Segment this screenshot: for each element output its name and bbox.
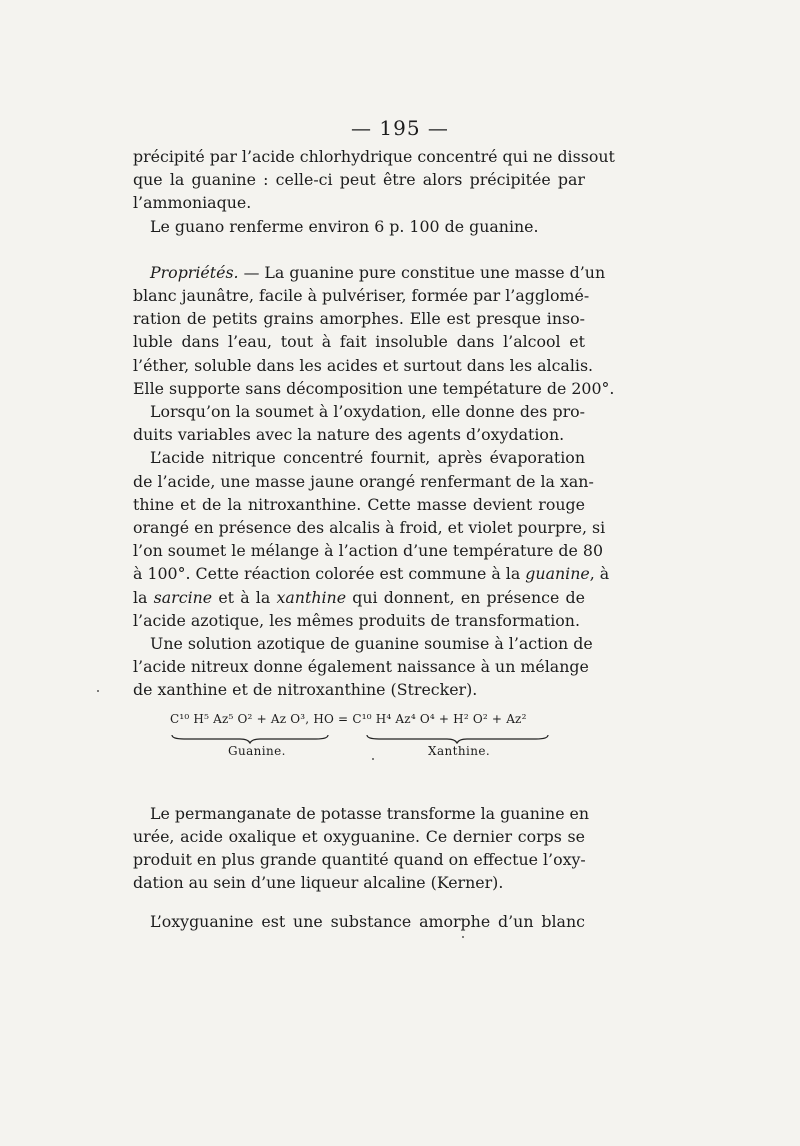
italic-term: sarcine <box>153 587 213 607</box>
label-xanthine: Xanthine. <box>428 744 491 758</box>
paragraph-continuation <box>133 145 615 215</box>
text-line: Le guano renferme environ 6 p. 100 de guanine. <box>150 216 539 236</box>
text-line: Une solution azotique de guanine soumise à l’action de <box>150 634 593 654</box>
text-fragment: à 100°. Cette réaction colorée est commune à la <box>133 564 526 584</box>
italic-term: guanine <box>525 564 590 584</box>
text-line <box>133 261 606 284</box>
text-line: L’acide nitrique concentré fournit, après évaporation <box>150 448 585 468</box>
text-line: Lorsqu’on la soumet à l’oxydation, elle donne des pro- <box>150 402 585 422</box>
text-line: L’oxyguanine est une substance amorphe d’un blanc <box>150 912 585 932</box>
paragraph-oxydation <box>133 400 585 446</box>
text-line: produit en plus grande quantité quand on effectue l’oxy- <box>133 850 586 870</box>
text-line: l’on soumet le mélange à l’action d’une température de 80 <box>133 541 604 561</box>
paragraph-strecker <box>133 632 593 702</box>
text-line: Elle supporte sans décomposition une tempétature de 200°. <box>133 378 615 398</box>
paragraph-oxyguanine <box>133 910 585 933</box>
underbrace-xanthine <box>365 734 550 744</box>
text-line: Le permanganate de potasse transforme la guanine en <box>150 803 590 823</box>
text-line <box>133 562 610 585</box>
text-line: de xanthine et de nitroxanthine (Strecker). <box>133 680 478 700</box>
text-line: l’acide azotique, les mêmes produits de transformation. <box>133 610 580 630</box>
body-text-upper <box>133 145 615 702</box>
page-number: — 195 — <box>351 116 449 140</box>
text-line: que la guanine : celle-ci peut être alors précipitée par <box>133 170 585 190</box>
text-line: l’ammoniaque. <box>133 193 252 213</box>
paper-speck <box>462 936 464 938</box>
italic-term: xanthine <box>276 587 347 607</box>
paragraph-guano <box>133 215 585 238</box>
text-line: ration de petits grains amorphes. Elle est presque inso- <box>133 309 585 329</box>
paragraph-acide-nitrique <box>133 446 610 632</box>
text-fragment: — La guanine pure constitue une masse d’un <box>238 262 606 282</box>
text-line: orangé en présence des alcalis à froid, et violet pourpre, si <box>133 518 606 538</box>
paragraph-permanganate <box>133 802 590 895</box>
text-fragment: la <box>133 587 154 607</box>
text-line: de l’acide, une masse jaune orangé renfermant de la xan- <box>133 471 594 491</box>
text-line: luble dans l’eau, tout à fait insoluble dans l’alcool et <box>133 332 585 352</box>
label-guanine: Guanine. <box>228 744 286 758</box>
body-text-lower <box>133 786 590 949</box>
text-line: l’éther, soluble dans les acides et surtout dans les alcalis. <box>133 355 594 375</box>
text-line: précipité par l’acide chlorhydrique concentré qui ne dissout <box>133 147 615 166</box>
paper-speck <box>97 690 99 692</box>
text-line: urée, acide oxalique et oxyguanine. Ce dernier corps se <box>133 827 585 846</box>
chemical-equation <box>170 712 590 758</box>
text-line: dation au sein d’une liqueur alcaline (Kerner). <box>133 873 504 893</box>
text-line: blanc jaunâtre, facile à pulvériser, formée par l’agglomé- <box>133 286 590 306</box>
paragraph-gap <box>133 238 585 261</box>
paragraph-proprietes <box>133 261 615 400</box>
text-fragment: , à <box>589 564 610 584</box>
text-line <box>133 586 585 609</box>
text-line: thine et de la nitroxanthine. Cette masse devient rouge <box>133 494 585 514</box>
equation-text: C¹⁰ H⁵ Az⁵ O² + Az O³, HO = C¹⁰ H⁴ Az⁴ O⁴ + H² O² + Az² <box>170 712 527 726</box>
text-fragment: et à la <box>212 587 277 607</box>
section-heading: Propriétés. <box>150 262 239 282</box>
text-fragment: qui donnent, en présence de <box>346 587 585 607</box>
text-line: l’acide nitreux donne également naissance à un mélange <box>133 657 589 677</box>
text-line: duits variables avec la nature des agents d’oxydation. <box>133 425 565 445</box>
paper-speck <box>372 758 374 760</box>
underbrace-guanine <box>170 734 330 744</box>
